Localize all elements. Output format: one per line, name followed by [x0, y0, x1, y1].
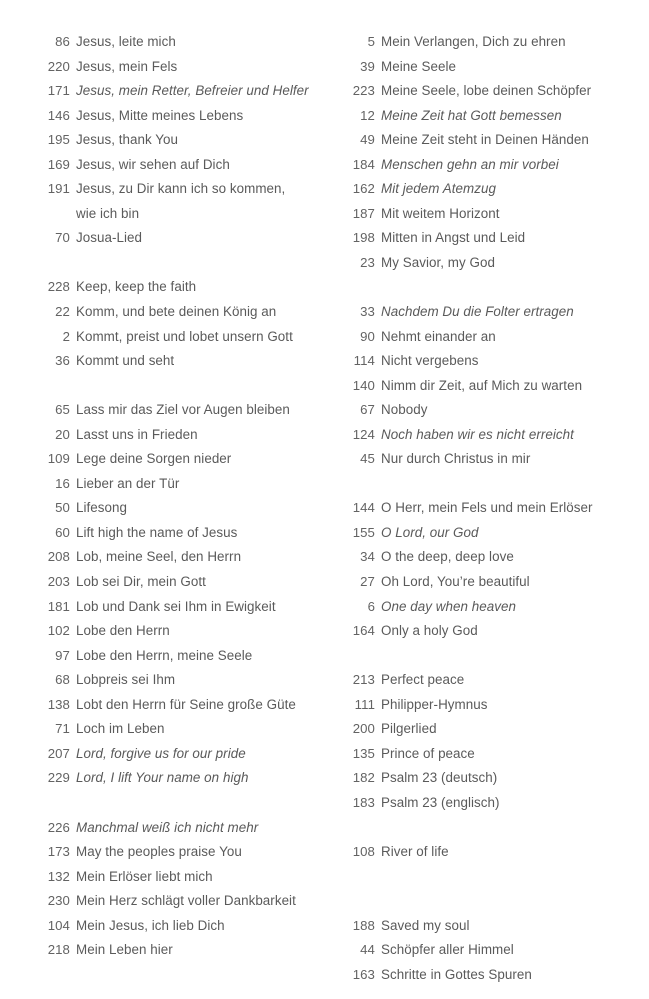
- entry-number: 6: [367, 598, 375, 614]
- index-entry-row[interactable]: [305, 226, 649, 251]
- entry-number: 183: [352, 794, 375, 810]
- index-entry-row[interactable]: [305, 177, 649, 202]
- entry-number: 169: [47, 156, 70, 172]
- index-entry-row[interactable]: [305, 447, 649, 472]
- entry-number: 171: [47, 83, 70, 99]
- index-entry-row[interactable]: [0, 889, 320, 914]
- entry-title: Keep, keep the faith: [76, 279, 197, 295]
- entry-title: Mein Verlangen, Dich zu ehren: [381, 34, 566, 49]
- entry-title: Jesus, zu Dir kann ich so kommen,: [76, 181, 286, 197]
- index-entry-row[interactable]: [0, 423, 320, 448]
- entry-number: 16: [55, 475, 70, 491]
- entry-title-continuation: wie ich bin: [76, 205, 140, 221]
- entry-title: Nur durch Christus in mir: [381, 451, 531, 467]
- index-entry-row[interactable]: [0, 742, 320, 767]
- entry-number: 207: [47, 745, 70, 761]
- entry-title: Jesus, Mitte meines Lebens: [76, 107, 244, 123]
- index-entry-row[interactable]: [0, 595, 320, 620]
- right-column: [305, 30, 649, 987]
- entry-number: 220: [47, 58, 70, 74]
- entry-number: 44: [360, 942, 375, 958]
- index-entry-row[interactable]: [305, 791, 649, 816]
- entry-title: One day when heaven: [381, 598, 516, 614]
- entry-title: Nobody: [381, 402, 428, 418]
- entry-number: 12: [360, 107, 375, 123]
- entry-number: 108: [352, 844, 375, 860]
- entry-title: Perfect peace: [381, 672, 465, 688]
- entry-title: Psalm 23 (englisch): [381, 794, 500, 810]
- entry-title: Meine Seele: [381, 58, 456, 74]
- index-entry-row[interactable]: [0, 55, 320, 80]
- entry-title: Psalm 23 (deutsch): [381, 770, 498, 786]
- index-entry-row[interactable]: [305, 668, 649, 693]
- entry-number: 39: [360, 58, 375, 74]
- entry-title: Nicht vergebens: [381, 353, 479, 369]
- index-entry-row[interactable]: [305, 398, 649, 423]
- index-entry-row[interactable]: [0, 840, 320, 865]
- entry-number: 34: [360, 549, 375, 565]
- entry-title: Lobe den Herrn, meine Seele: [76, 647, 253, 663]
- entry-number: 144: [352, 500, 375, 516]
- entry-title: My Savior, my God: [381, 254, 495, 270]
- entry-number: 70: [55, 230, 70, 246]
- entry-title: Menschen gehn an mir vorbei: [381, 156, 559, 172]
- index-entry-row[interactable]: [305, 55, 649, 80]
- entry-number: 208: [47, 549, 70, 565]
- entry-title: Jesus, thank You: [76, 132, 179, 148]
- entry-number: 182: [352, 770, 375, 786]
- entry-title: Lobe den Herrn: [76, 623, 170, 639]
- entry-title: Jesus, mein Fels: [76, 58, 178, 74]
- entry-title: Only a holy God: [381, 623, 478, 639]
- entry-number: 67: [360, 402, 375, 418]
- entry-title: Mitten in Angst und Leid: [381, 230, 526, 246]
- index-entry-row[interactable]: [0, 766, 320, 791]
- entry-title: O Herr, mein Fels und mein Erlöser: [381, 500, 593, 516]
- entry-title: Lass mir das Ziel vor Augen bleiben: [76, 402, 290, 418]
- entry-title: Mein Erlöser liebt mich: [76, 868, 213, 884]
- entry-number: 191: [47, 181, 70, 197]
- index-entry-row[interactable]: [305, 79, 649, 104]
- index-entry-row[interactable]: [0, 202, 320, 227]
- entry-title: Lasst uns in Frieden: [76, 426, 198, 442]
- left-column: [0, 30, 320, 963]
- entry-number: 187: [352, 205, 375, 221]
- index-spacer-row: [0, 251, 320, 276]
- index-entry-row[interactable]: [305, 963, 649, 988]
- entry-title: Josua-Lied: [76, 230, 143, 246]
- entry-title: Mein Leben hier: [76, 942, 173, 958]
- entry-number: 114: [353, 353, 375, 369]
- entry-number: 195: [47, 132, 70, 148]
- entry-number: 218: [47, 942, 70, 958]
- entry-number: 226: [47, 819, 70, 835]
- entry-title: Lord, I lift Your name on high: [76, 770, 249, 786]
- index-entry-row[interactable]: [0, 496, 320, 521]
- index-entry-row[interactable]: [305, 595, 649, 620]
- entry-number: 23: [360, 254, 375, 270]
- entry-number: 132: [47, 868, 70, 884]
- entry-number: 109: [47, 451, 70, 467]
- entry-number: 184: [352, 156, 375, 172]
- index-entry-row[interactable]: [305, 153, 649, 178]
- entry-number: 2: [62, 328, 70, 344]
- entry-title: Lord, forgive us for our pride: [76, 745, 246, 761]
- entry-number: 173: [47, 844, 70, 860]
- entry-number: 5: [367, 34, 375, 49]
- index-entry-row[interactable]: [0, 570, 320, 595]
- entry-title: Lob, meine Seel, den Herrn: [76, 549, 242, 565]
- index-entry-row[interactable]: [0, 693, 320, 718]
- index-entry-row[interactable]: [0, 668, 320, 693]
- index-entry-row[interactable]: [305, 300, 649, 325]
- index-entry-row[interactable]: [305, 570, 649, 595]
- entry-number: 229: [47, 770, 70, 786]
- index-entry-row[interactable]: [0, 398, 320, 423]
- entry-title: Schöpfer aller Himmel: [381, 942, 514, 958]
- entry-number: 27: [360, 574, 375, 590]
- index-entry-row[interactable]: [0, 914, 320, 939]
- entry-number: 200: [352, 721, 375, 737]
- index-entry-row[interactable]: [305, 374, 649, 399]
- index-entry-row[interactable]: [305, 693, 649, 718]
- entry-number: 86: [55, 34, 70, 49]
- entry-number: 164: [352, 623, 375, 639]
- entry-title: Lifesong: [76, 500, 128, 516]
- entry-title: Lieber an der Tür: [76, 475, 180, 491]
- entry-title: Nehmt einander an: [381, 328, 496, 344]
- entry-number: 230: [47, 893, 70, 909]
- index-entry-row[interactable]: [305, 914, 649, 939]
- entry-number: 49: [360, 132, 375, 148]
- entry-number: 50: [55, 500, 70, 516]
- entry-title: Komm, und bete deinen König an: [76, 304, 277, 320]
- entry-number: 181: [47, 598, 70, 614]
- entry-number: 33: [360, 304, 375, 320]
- index-entry-row[interactable]: [0, 79, 320, 104]
- index-entry-row[interactable]: [0, 521, 320, 546]
- entry-title: Mein Herz schlägt voller Dankbarkeit: [76, 893, 296, 909]
- index-entry-row[interactable]: [305, 496, 649, 521]
- entry-number: 203: [47, 574, 70, 590]
- index-entry-row[interactable]: [305, 766, 649, 791]
- entry-number: 97: [55, 647, 70, 663]
- entry-number: 124: [352, 426, 375, 442]
- index-entry-row[interactable]: [305, 104, 649, 129]
- entry-number: 68: [55, 672, 70, 688]
- entry-title: Lob sei Dir, mein Gott: [76, 574, 206, 590]
- index-entry-row[interactable]: [305, 325, 649, 350]
- entry-title: Mit weitem Horizont: [381, 205, 500, 221]
- entry-title: Jesus, mein Retter, Befreier und Helfer: [76, 83, 309, 99]
- index-spacer-row: [305, 644, 649, 669]
- index-entry-row[interactable]: [305, 840, 649, 865]
- index-entry-row[interactable]: [305, 742, 649, 767]
- entry-title: Schritte in Gottes Spuren: [381, 966, 532, 982]
- index-entry-row[interactable]: [305, 521, 649, 546]
- entry-title: Nachdem Du die Folter ertragen: [381, 304, 574, 320]
- entry-title: Lobpreis sei Ihm: [76, 672, 176, 688]
- entry-title: Philipper-Hymnus: [381, 696, 488, 712]
- entry-number: 20: [55, 426, 70, 442]
- index-spacer-row: [0, 374, 320, 399]
- entry-title: May the peoples praise You: [76, 844, 242, 860]
- entry-number: 188: [352, 917, 375, 933]
- index-spacer-row: [305, 816, 649, 841]
- entry-title: Loch im Leben: [76, 721, 165, 737]
- entry-title: O the deep, deep love: [381, 549, 514, 565]
- index-entry-row[interactable]: [0, 938, 320, 963]
- index-entry-row[interactable]: [0, 472, 320, 497]
- entry-number: 223: [352, 83, 375, 99]
- entry-number: 60: [55, 524, 70, 540]
- index-spacer-row: [305, 865, 649, 890]
- index-entry-row[interactable]: [0, 30, 320, 55]
- index-entry-row[interactable]: [305, 349, 649, 374]
- entry-title: Lob und Dank sei Ihm in Ewigkeit: [76, 598, 276, 614]
- index-entry-row[interactable]: [0, 104, 320, 129]
- entry-number: 45: [360, 451, 375, 467]
- entry-title: O Lord, our God: [381, 524, 479, 540]
- entry-title: Kommt und seht: [76, 353, 175, 369]
- index-entry-row[interactable]: [0, 644, 320, 669]
- entry-number: 65: [55, 402, 70, 418]
- entry-number: 140: [352, 377, 375, 393]
- index-spacer-row: [305, 472, 649, 497]
- index-spacer-row: [0, 791, 320, 816]
- entry-number: 228: [47, 279, 70, 295]
- index-entry-row[interactable]: [305, 423, 649, 448]
- index-entry-row[interactable]: [305, 30, 649, 55]
- entry-number: 155: [352, 524, 375, 540]
- index-entry-row[interactable]: [305, 128, 649, 153]
- index-entry-row[interactable]: [305, 619, 649, 644]
- index-entry-row[interactable]: [0, 717, 320, 742]
- entry-title: Mein Jesus, ich lieb Dich: [76, 917, 225, 933]
- entry-number: 104: [47, 917, 70, 933]
- index-entry-row[interactable]: [0, 325, 320, 350]
- entry-title: Meine Seele, lobe deinen Schöpfer: [381, 83, 592, 99]
- index-entry-row[interactable]: [305, 717, 649, 742]
- entry-title: Meine Zeit steht in Deinen Händen: [381, 132, 589, 148]
- index-entry-row[interactable]: [0, 153, 320, 178]
- entry-title: Pilgerlied: [381, 721, 437, 737]
- index-entry-row[interactable]: [0, 226, 320, 251]
- index-entry-row[interactable]: [305, 202, 649, 227]
- entry-number: 162: [352, 181, 375, 197]
- entry-title: Lobt den Herrn für Seine große Güte: [76, 696, 296, 712]
- entry-title: River of life: [381, 844, 449, 860]
- index-entry-row[interactable]: [0, 128, 320, 153]
- index-entry-row[interactable]: [305, 251, 649, 276]
- index-entry-row[interactable]: [0, 275, 320, 300]
- entry-number: 146: [47, 107, 70, 123]
- entry-number: 163: [352, 966, 375, 982]
- index-entry-row[interactable]: [0, 447, 320, 472]
- index-entry-row[interactable]: [305, 938, 649, 963]
- index-entry-row[interactable]: [0, 300, 320, 325]
- index-entry-row[interactable]: [0, 619, 320, 644]
- entry-number: 198: [352, 230, 375, 246]
- entry-title: Noch haben wir es nicht erreicht: [381, 426, 574, 442]
- entry-number: 71: [55, 721, 70, 737]
- entry-title: Jesus, leite mich: [76, 34, 176, 49]
- entry-number: 135: [352, 745, 375, 761]
- index-entry-row[interactable]: [0, 865, 320, 890]
- index-entry-row[interactable]: [0, 349, 320, 374]
- index-entry-row[interactable]: [0, 816, 320, 841]
- entry-number: 111: [354, 696, 375, 712]
- entry-title: Jesus, wir sehen auf Dich: [76, 156, 230, 172]
- entry-number: 36: [55, 353, 70, 369]
- entry-title: Meine Zeit hat Gott bemessen: [381, 107, 562, 123]
- index-spacer-row: [305, 889, 649, 914]
- entry-title: Lege deine Sorgen nieder: [76, 451, 232, 467]
- entry-number: 102: [47, 623, 70, 639]
- entry-title: Oh Lord, You’re beautiful: [381, 574, 530, 590]
- index-entry-row[interactable]: [0, 545, 320, 570]
- entry-title: Manchmal weiß ich nicht mehr: [76, 819, 259, 835]
- index-entry-row[interactable]: [0, 177, 320, 202]
- entry-title: Nimm dir Zeit, auf Mich zu warten: [381, 377, 583, 393]
- entry-number: 22: [55, 304, 70, 320]
- index-entry-row[interactable]: [305, 545, 649, 570]
- index-spacer-row: [305, 275, 649, 300]
- entry-title: Mit jedem Atemzug: [381, 181, 496, 197]
- entry-title: Saved my soul: [381, 917, 470, 933]
- entry-number: 213: [352, 672, 375, 688]
- entry-number: 90: [360, 328, 375, 344]
- entry-title: Prince of peace: [381, 745, 475, 761]
- entry-number: 138: [47, 696, 70, 712]
- entry-title: Kommt, preist und lobet unsern Gott: [76, 328, 293, 344]
- entry-title: Lift high the name of Jesus: [76, 524, 238, 540]
